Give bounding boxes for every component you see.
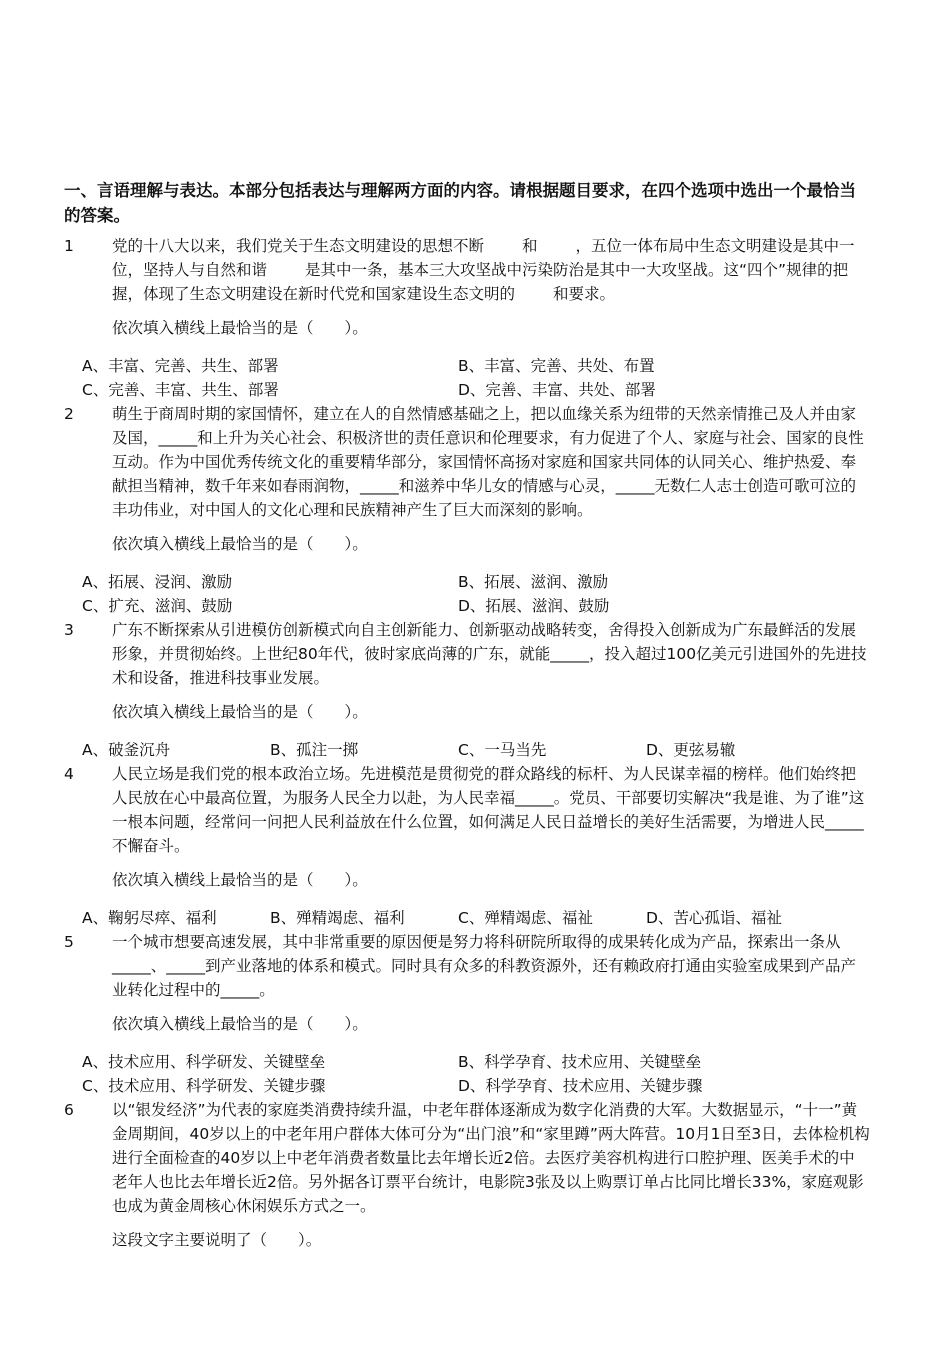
options [82, 906, 870, 930]
option-row [82, 738, 870, 762]
section-title: 一、言语理解与表达。本部分包括表达与理解两方面的内容。请根据题目要求，在四个选项中选出一个最恰当的答案。 [64, 181, 856, 225]
option-row [82, 906, 870, 930]
question-stem: 以“银发经济”为代表的家庭类消费持续升温，中老年群体逐渐成为数字化消费的大军。大数据显示，“十一”黄金周期间，40岁以上的中老年用户群体大体可分为“出门浪”和“家里蹲”两大阵营。10月1日至3日，去体检机构进行全面检查的40岁以上中老年消费者数量比去年增长近2倍。去医疗美容机构进行口腔护理、医美手术的中老年人也比去年增长近2倍。另外据各订票平台统计，电影院3张及以上购票订单占比同比增长33%，家庭观影也成为黄金周核心休闲娱乐方式之一。 [112, 1101, 870, 1215]
question-stem: 广东不断探索从引进模仿创新模式向自主创新能力、创新驱动战略转变，舍得投入创新成为广东最鲜活的发展形象，并贯彻始终。上世纪80年代，彼时家底尚薄的广东，就能_____，投入超过100亿美元引进国外的先进技术和设备，推进科技事业发展。 [112, 621, 867, 687]
option-d[interactable]: D、完善、丰富、共处、部署 [458, 381, 656, 399]
option-a[interactable]: A、丰富、完善、共生、部署 [82, 357, 279, 375]
option-d[interactable]: D、拓展、滋润、鼓励 [458, 597, 610, 615]
stem-part: 是其中一条，基本三大攻坚战中污染防治是其中一大攻坚战。这“四个”规律的把握，体现了生态文明建设在新时代党和国家建设生态文明的 [112, 261, 849, 303]
document-page [64, 178, 870, 1266]
question-prompt: 这段文字主要说明了（ ）。 [112, 1231, 322, 1249]
question-stem: 人民立场是我们党的根本政治立场。先进模范是贯彻党的群众路线的标杆、为人民谋幸福的榜样。他们始终把人民放在心中最高位置，为服务人民全力以赴，为人民幸福_____。党员、干部要切实解决“我是谁、为了谁”这一根本问题，经常问一问把人民利益放在什么位置，如何满足人民日益增长的美好生活需要，为增进人民_____不懈奋斗。 [112, 765, 865, 855]
stem-part: 和要求。 [553, 285, 616, 303]
option-d[interactable]: D、苦心孤诣、福祉 [646, 909, 782, 927]
options [82, 738, 870, 762]
option-row [82, 378, 870, 402]
options [82, 570, 870, 618]
option-row [82, 594, 870, 618]
question-prompt: 依次填入横线上最恰当的是（ ）。 [112, 535, 368, 553]
question-2 [64, 402, 870, 570]
question-body [112, 234, 870, 354]
option-c[interactable]: C、完善、丰富、共生、部署 [82, 381, 279, 399]
option-row [82, 1074, 870, 1098]
options [82, 1050, 870, 1098]
question-body [112, 1098, 870, 1266]
question-3 [64, 618, 870, 738]
question-prompt: 依次填入横线上最恰当的是（ ）。 [112, 319, 368, 337]
question-number: 3 [64, 621, 74, 639]
option-b[interactable]: B、丰富、完善、共处、布置 [458, 357, 655, 375]
option-a[interactable]: A、鞠躬尽瘁、福利 [82, 909, 217, 927]
question-number: 2 [64, 405, 74, 423]
question-prompt: 依次填入横线上最恰当的是（ ）。 [112, 1015, 368, 1033]
option-b[interactable]: B、科学孕育、技术应用、关键壁垒 [458, 1053, 702, 1071]
stem-part: ，五位一体布局中生态文明建设是其中一位，坚持人与自然和谐 [112, 237, 855, 279]
question-number: 4 [64, 765, 74, 783]
question-stem [112, 234, 870, 306]
option-b[interactable]: B、孤注一掷 [270, 741, 359, 759]
question-body [112, 930, 870, 1050]
question-number: 1 [64, 237, 74, 255]
options [82, 354, 870, 402]
option-c[interactable]: C、殚精竭虑、福祉 [458, 909, 593, 927]
question-prompt: 依次填入横线上最恰当的是（ ）。 [112, 703, 368, 721]
option-b[interactable]: B、拓展、滋润、激励 [458, 573, 609, 591]
option-a[interactable]: A、破釜沉舟 [82, 741, 171, 759]
option-c[interactable]: C、扩充、滋润、鼓励 [82, 597, 233, 615]
question-body [112, 402, 870, 570]
option-d[interactable]: D、科学孕育、技术应用、关键步骤 [458, 1077, 703, 1095]
option-row [82, 354, 870, 378]
option-b[interactable]: B、殚精竭虑、福利 [270, 909, 405, 927]
question-body [112, 618, 870, 738]
question-5 [64, 930, 870, 1050]
question-number: 5 [64, 933, 74, 951]
question-1 [64, 234, 870, 354]
question-stem: 萌生于商周时期的家国情怀，建立在人的自然情感基础之上，把以血缘关系为纽带的天然亲情推己及人并由家及国，_____和上升为关心社会、积极济世的责任意识和伦理要求，有力促进了个人、家庭与社会、国家的良性互动。作为中国优秀传统文化的重要精华部分，家国情怀高扬对家庭和国家共同体的认同关心、维护热爱、奉献担当精神，数千年来如春雨润物，_____和滋养中华儿女的情感与心灵，_____无数仁人志士创造可歌可泣的丰功伟业，对中国人的文化心理和民族精神产生了巨大而深刻的影响。 [112, 405, 864, 519]
question-number: 6 [64, 1101, 74, 1119]
option-row [82, 570, 870, 594]
option-c[interactable]: C、技术应用、科学研发、关键步骤 [82, 1077, 326, 1095]
option-a[interactable]: A、技术应用、科学研发、关键壁垒 [82, 1053, 326, 1071]
stem-part: 党的十八大以来，我们党关于生态文明建设的思想不断 [112, 237, 485, 255]
question-stem: 一个城市想要高速发展，其中非常重要的原因便是努力将科研院所取得的成果转化成为产品，探索出一条从_____、_____到产业落地的体系和模式。同时具有众多的科教资源外，还有赖政府打通由实验室成果到产品产业转化过程中的_____。 [112, 933, 857, 999]
option-row [82, 1050, 870, 1074]
question-prompt: 依次填入横线上最恰当的是（ ）。 [112, 871, 368, 889]
option-a[interactable]: A、拓展、浸润、激励 [82, 573, 233, 591]
question-6 [64, 1098, 870, 1266]
stem-part: 和 [522, 237, 538, 255]
option-d[interactable]: D、更弦易辙 [646, 741, 736, 759]
question-body [112, 762, 870, 906]
question-4 [64, 762, 870, 906]
option-c[interactable]: C、一马当先 [458, 741, 547, 759]
